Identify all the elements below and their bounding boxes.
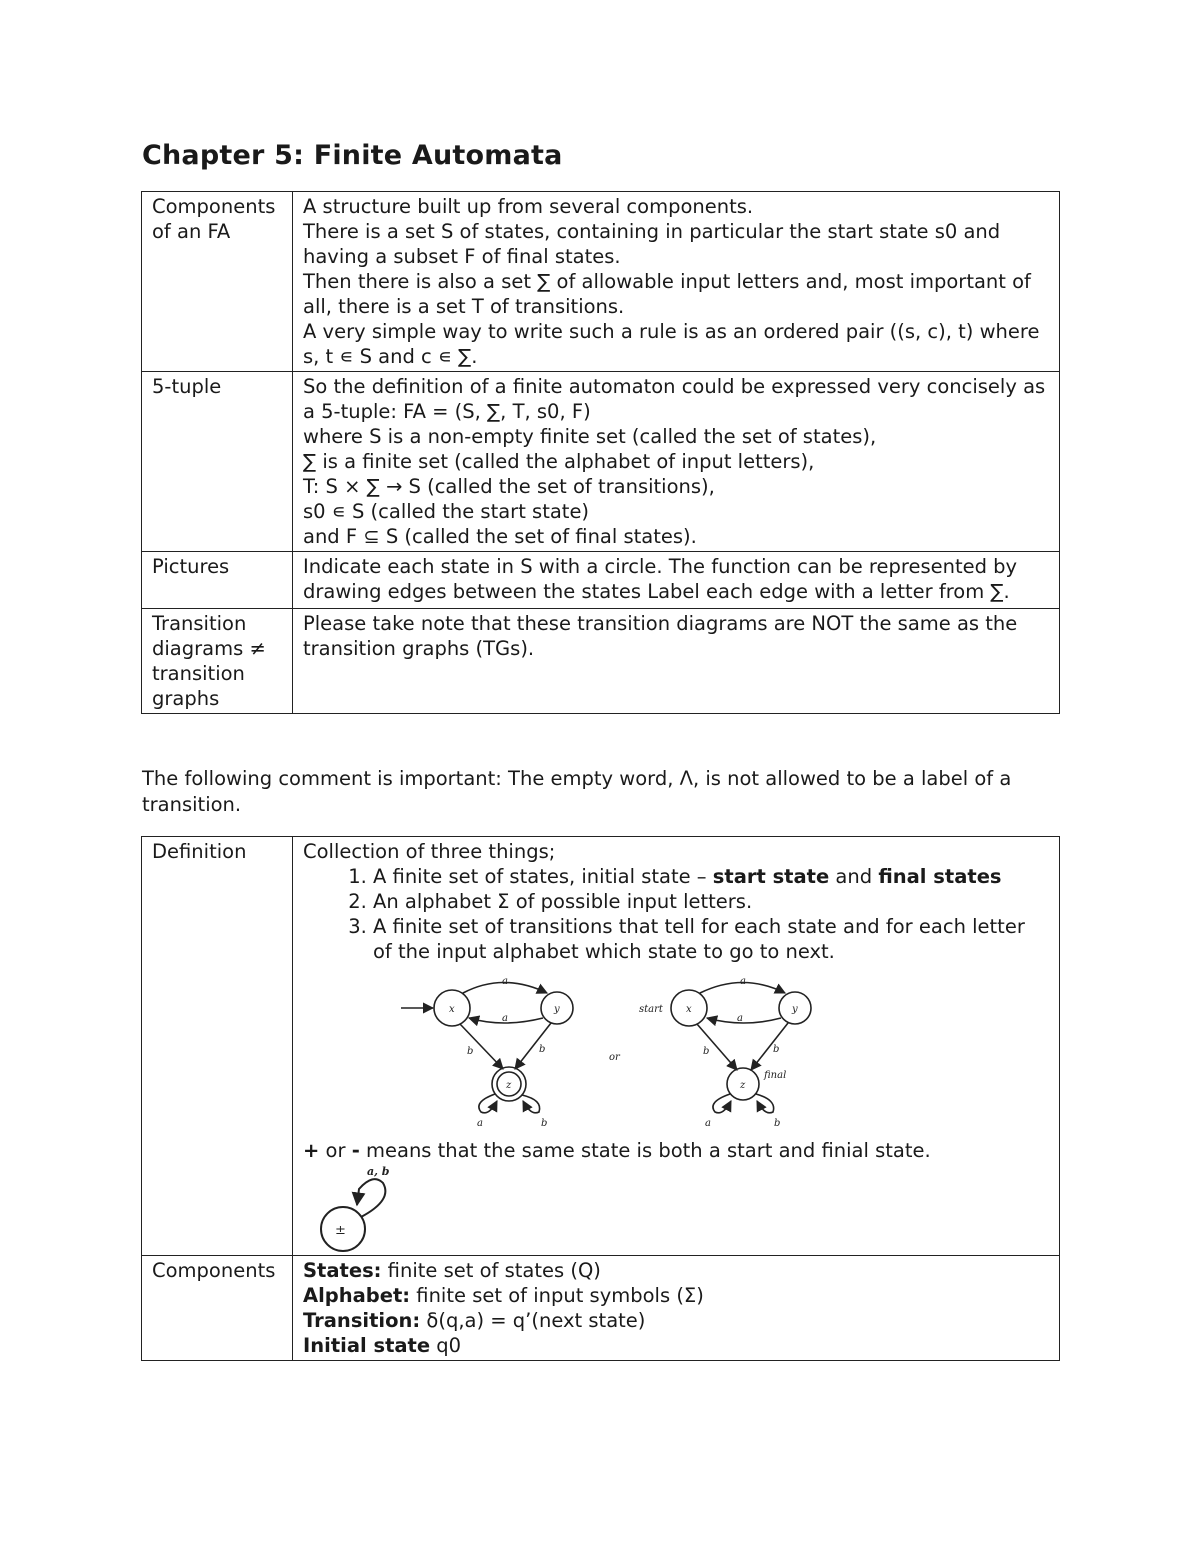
edge-label: b <box>467 1046 474 1057</box>
edge-label: b <box>774 1118 781 1129</box>
item-bold: final states <box>878 865 1002 888</box>
table-row <box>142 192 1060 372</box>
state-label: z <box>506 1080 512 1091</box>
text-line: Please take note that these transition diagrams are NOT the same as the transition graphs (TGs). <box>303 612 1018 660</box>
state-label: x <box>449 1004 455 1015</box>
definition-intro: Collection of three things; <box>303 840 556 863</box>
or-label: or <box>609 1052 620 1063</box>
state-label: x <box>686 1004 692 1015</box>
edge-arrow <box>707 1018 781 1023</box>
row-content <box>293 372 1060 552</box>
term: States: <box>303 1259 382 1282</box>
row-content <box>293 1256 1060 1361</box>
text-line: So the definition of a finite automaton could be expressed very concisely as a 5-tuple: FA = (S, ∑, T, s0, F) <box>303 375 1046 423</box>
edge-label: a <box>705 1118 711 1129</box>
item-text: A finite set of states, initial state – <box>373 865 713 888</box>
row-content <box>293 192 1060 372</box>
self-loop <box>756 1094 774 1113</box>
state-label: ± <box>335 1223 346 1238</box>
term: Initial state <box>303 1334 431 1357</box>
start-label: start <box>639 1004 663 1015</box>
self-loop <box>522 1095 540 1113</box>
text-line: s0 ∊ S (called the start state) <box>303 500 590 523</box>
text-line: where S is a non-empty finite set (called the set of states), <box>303 425 877 448</box>
row-label: Components <box>142 1256 293 1361</box>
row-label: Pictures <box>142 552 293 609</box>
important-note: The following comment is important: The empty word, Λ, is not allowed to be a label of a transition. <box>142 767 1012 816</box>
minus-sign: - <box>351 1139 360 1162</box>
definition-list <box>303 864 1049 964</box>
text-line: A very simple way to write such a rule is as an ordered pair ((s, c), t) where s, t ∊ S and c ∊ ∑. <box>303 320 1040 368</box>
plus-minus-text: means that the same state is both a start and finial state. <box>366 1139 931 1162</box>
component-alphabet <box>303 1283 1049 1308</box>
row-label: Definition <box>142 837 293 1256</box>
state-label: z <box>740 1080 746 1091</box>
state-label: y <box>792 1004 798 1015</box>
item-text: and <box>829 865 879 888</box>
self-loop <box>479 1094 497 1113</box>
edge-label: a <box>737 1013 743 1024</box>
table-row <box>142 837 1060 1256</box>
edge-label: b <box>539 1044 546 1055</box>
self-loop <box>357 1179 385 1217</box>
loop-label: a, b <box>367 1165 390 1178</box>
edge-arrow <box>515 1023 551 1069</box>
table-row <box>142 552 1060 609</box>
edge-label: a <box>740 976 746 987</box>
edge-arrow <box>751 1023 788 1070</box>
list-item <box>373 864 1049 889</box>
text-line: ∑ is a finite set (called the alphabet of input letters), <box>303 450 815 473</box>
text-line: Then there is also a set ∑ of allowable input letters and, most important of all, there is a set T of transitions. <box>303 270 1031 318</box>
term-desc: q0 <box>430 1334 462 1357</box>
component-states <box>303 1258 1049 1283</box>
row-label: Components of an FA <box>142 192 293 372</box>
term: Alphabet: <box>303 1284 411 1307</box>
term-desc: δ(q,a) = q’(next state) <box>420 1309 646 1332</box>
term: Transition: <box>303 1309 421 1332</box>
table-row <box>142 609 1060 714</box>
row-label: 5-tuple <box>142 372 293 552</box>
edge-label: a <box>502 1013 508 1024</box>
row-content <box>293 837 1060 1256</box>
row-content <box>293 552 1060 609</box>
page-title: Chapter 5: Finite Automata <box>142 140 563 171</box>
plus-sign: + <box>303 1139 320 1162</box>
text-line: T: S × ∑ → S (called the set of transitions), <box>303 475 715 498</box>
row-content <box>293 609 1060 714</box>
text-line: and F ⊆ S (called the set of final states). <box>303 525 697 548</box>
list-item: 2. An alphabet Σ of possible input letters. <box>373 889 1049 914</box>
component-transition <box>303 1308 1049 1333</box>
table-row <box>142 372 1060 552</box>
edge-label: b <box>541 1118 548 1129</box>
plus-minus-note <box>303 1138 1049 1163</box>
row-label: Transition diagrams ≠ transition graphs <box>142 609 293 714</box>
edge-label: b <box>773 1044 780 1055</box>
fa-definition-table <box>141 836 1060 1361</box>
fa-components-table <box>141 191 1060 714</box>
list-item: 3. A finite set of transitions that tell for each state and for each letter of the input alphabet which state to go to next. <box>373 914 1049 964</box>
edge-label: a <box>502 976 508 987</box>
edge-label: b <box>703 1046 710 1057</box>
transition-diagrams <box>303 974 1049 1134</box>
text-line: A structure built up from several components. <box>303 195 754 218</box>
final-label: final <box>764 1070 787 1081</box>
start-final-state-diagram <box>303 1165 413 1253</box>
table-row <box>142 1256 1060 1361</box>
edge-label: a <box>477 1118 483 1129</box>
text-line: There is a set S of states, containing in particular the start state s0 and having a subset F of final states. <box>303 220 1001 268</box>
term-desc: finite set of input symbols (Σ) <box>410 1284 704 1307</box>
or-word: or <box>319 1139 352 1162</box>
item-bold: start state <box>712 865 830 888</box>
text-line: Indicate each state in S with a circle. The function can be represented by drawing edges between the states Label each edge with a letter from ∑. <box>303 555 1018 603</box>
term-desc: finite set of states (Q) <box>381 1259 601 1282</box>
self-loop <box>713 1094 731 1113</box>
state-label: y <box>554 1004 560 1015</box>
component-initial-state <box>303 1333 1049 1358</box>
